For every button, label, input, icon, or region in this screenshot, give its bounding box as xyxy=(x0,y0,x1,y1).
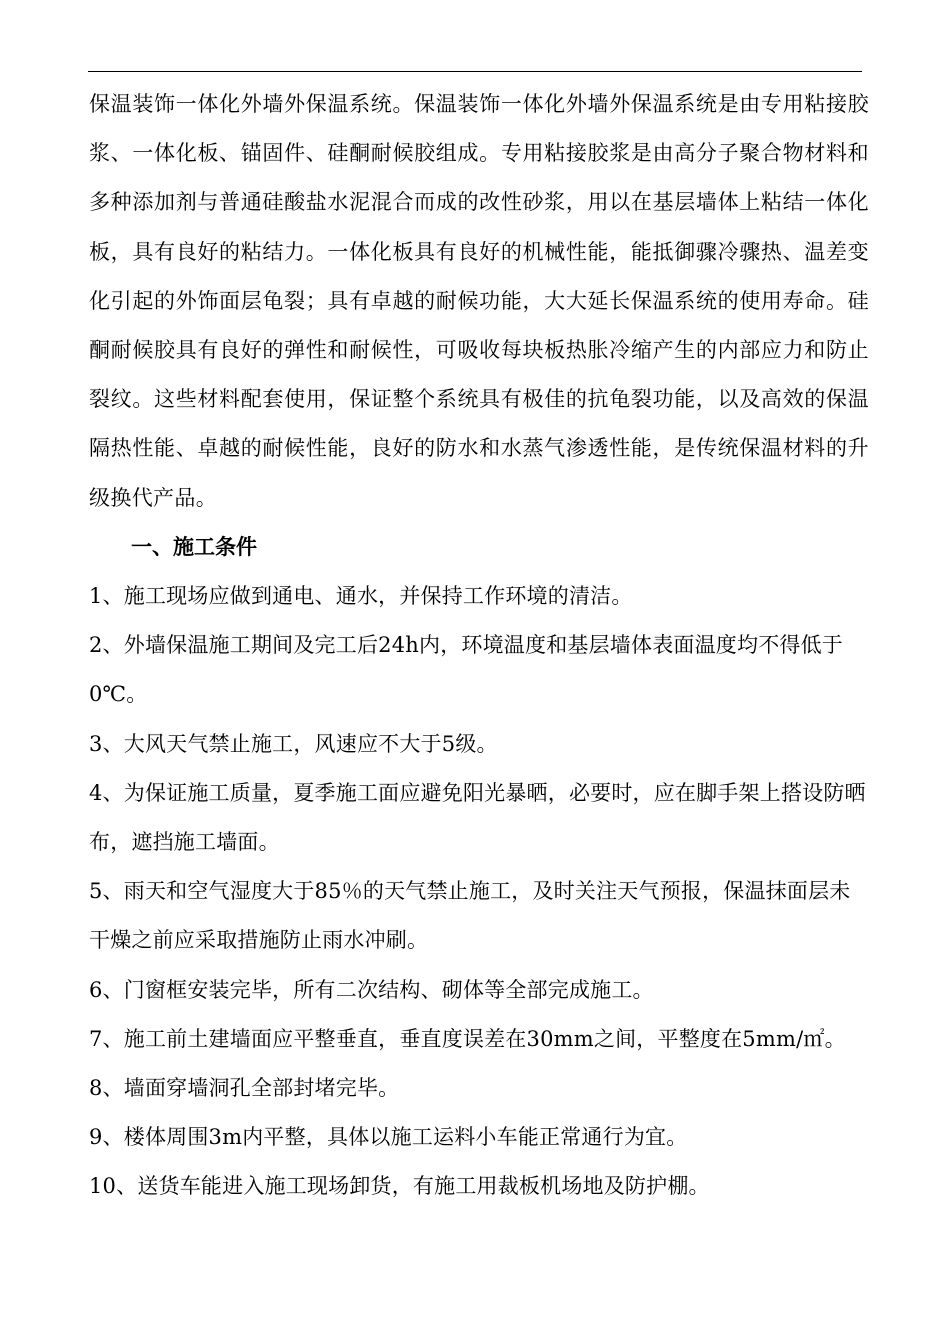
document-body xyxy=(89,80,869,1212)
condition-item-3: 3、大风天气禁止施工，风速应不大于5级。 xyxy=(89,731,498,756)
condition-item-8: 8、墙面穿墙洞孔全部封堵完毕。 xyxy=(89,1076,400,1101)
condition-item-10: 10、送货车能进入施工现场卸货，有施工用裁板机场地及防护棚。 xyxy=(89,1174,710,1199)
condition-item-9: 9、楼体周围3m内平整，具体以施工运料小车能正常通行为宜。 xyxy=(89,1125,688,1150)
header-rule xyxy=(88,71,862,72)
condition-item-4: 4、为保证施工质量，夏季施工面应避免阳光暴晒，必要时，应在脚手架上搭设防晒布，遮挡施工墙面。 xyxy=(89,780,866,855)
condition-item-2: 2、外墙保温施工期间及完工后24h内，环境温度和基层墙体表面温度均不得低于0℃。 xyxy=(89,633,844,707)
condition-item-6: 6、门窗框安装完毕，所有二次结构、砌体等全部完成施工。 xyxy=(89,977,654,1002)
section-heading: 一、施工条件 xyxy=(131,534,257,559)
condition-item-7: 7、施工前土建墙面应平整垂直，垂直度误差在30mm之间，平整度在5mm/㎡。 xyxy=(89,1026,846,1051)
intro-paragraph: 保温装饰一体化外墙外保温系统。保温装饰一体化外墙外保温系统是由专用粘接胶浆、一体化板、锚固件、硅酮耐候胶组成。专用粘接胶浆是由高分子聚合物材料和多种添加剂与普通硅酸盐水泥混合而成的改性砂浆，用以在基层墙体上粘结一体化板，具有良好的粘结力。一体化板具有良好的机械性能，能抵御骤冷骤热、温差变化引起的外饰面层龟裂；具有卓越的耐候功能，大大延长保温系统的使用寿命。硅酮耐候胶具有良好的弹性和耐候性，可吸收每块板热胀冷缩产生的内部应力和防止裂纹。这些材料配套使用，保证整个系统具有极佳的抗龟裂功能，以及高效的保温隔热性能、卓越的耐候性能，良好的防水和水蒸气渗透性能，是传统保温材料的升级换代产品。 xyxy=(89,92,869,510)
condition-item-5: 5、雨天和空气湿度大于85％的天气禁止施工，及时关注天气预报，保温抹面层未干燥之前应采取措施防止雨水冲刷。 xyxy=(89,879,851,953)
condition-item-1: 1、施工现场应做到通电、通水，并保持工作环境的清洁。 xyxy=(89,584,633,609)
